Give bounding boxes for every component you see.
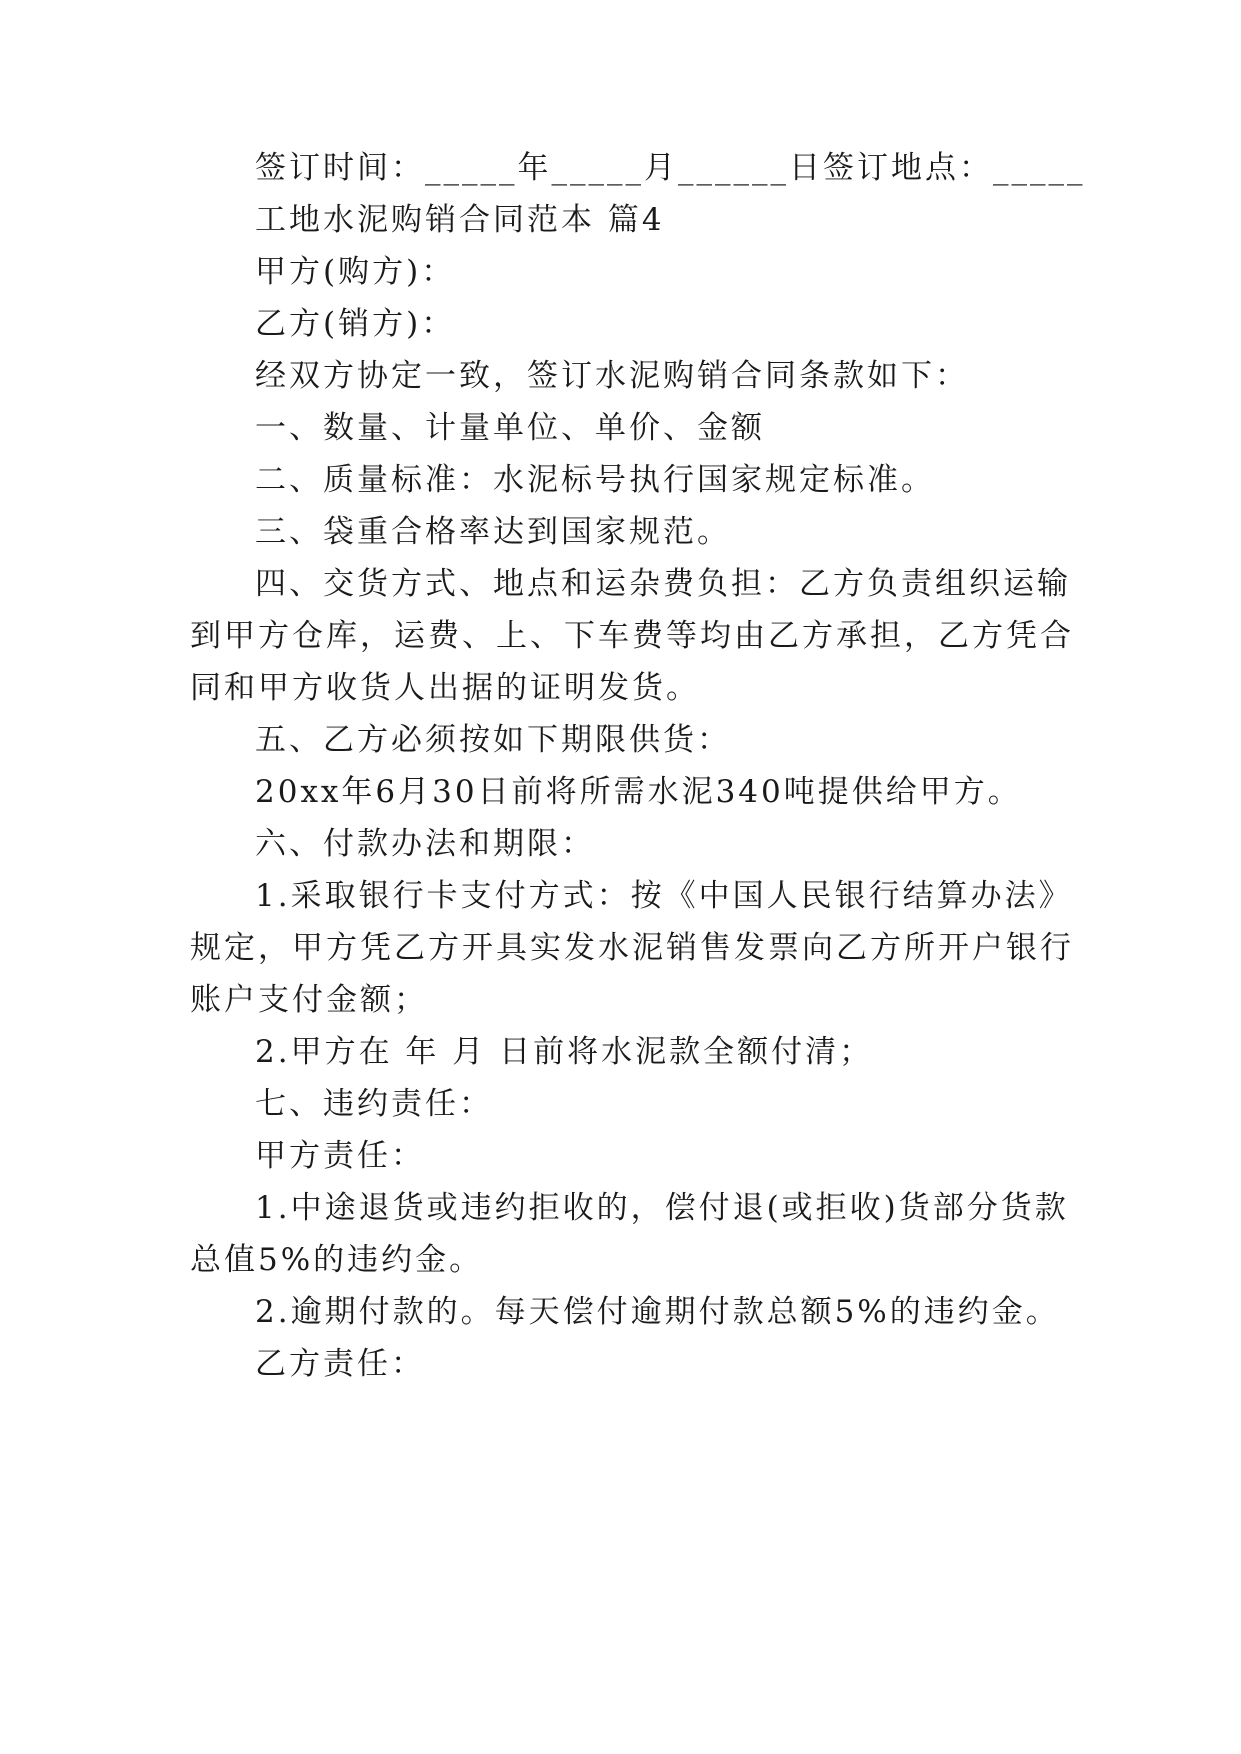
clause-1: 一、数量、计量单位、单价、金额	[255, 410, 765, 446]
clause-6-item-2: 2.甲方在 年 月 日前将水泥款全额付清；	[255, 1034, 874, 1070]
clause-5-detail: 20xx年6月30日前将所需水泥340吨提供给甲方。	[255, 774, 1022, 810]
party-b-liability-heading: 乙方责任：	[255, 1346, 425, 1382]
clause-6: 六、付款办法和期限：	[255, 826, 595, 862]
clause-5: 五、乙方必须按如下期限供货：	[255, 722, 731, 758]
signing-info-line: 签订时间：_____年_____月______日签订地点：_____	[255, 150, 1086, 186]
clause-3: 三、袋重合格率达到国家规范。	[255, 514, 731, 550]
clause-2: 二、质量标准：水泥标号执行国家规定标准。	[255, 462, 935, 498]
party-a-liability-1-line-1: 1.中途退货或违约拒收的，偿付退(或拒收)货部分货款	[255, 1190, 1069, 1226]
party-a-liability-heading: 甲方责任：	[255, 1138, 425, 1174]
party-a-liability-1-line-2: 总值5%的违约金。	[190, 1242, 484, 1278]
party-a-line: 甲方(购方)：	[255, 254, 456, 290]
clause-6-item-1-line-1: 1.采取银行卡支付方式：按《中国人民银行结算办法》	[255, 878, 1073, 914]
clause-6-item-1-line-2: 规定，甲方凭乙方开具实发水泥销售发票向乙方所开户银行	[190, 930, 1074, 966]
intro-paragraph: 经双方协定一致，签订水泥购销合同条款如下：	[255, 358, 969, 394]
clause-4-line-1: 四、交货方式、地点和运杂费负担：乙方负责组织运输	[255, 566, 1071, 602]
clause-7: 七、违约责任：	[255, 1086, 493, 1122]
party-a-liability-2: 2.逾期付款的。每天偿付逾期付款总额5%的违约金。	[255, 1294, 1060, 1330]
clause-6-item-1-line-3: 账户支付金额；	[190, 982, 428, 1018]
section-title: 工地水泥购销合同范本 篇4	[255, 202, 665, 238]
party-b-line: 乙方(销方)：	[255, 306, 456, 342]
clause-4-line-2: 到甲方仓库，运费、上、下车费等均由乙方承担，乙方凭合	[190, 618, 1074, 654]
clause-4-line-3: 同和甲方收货人出据的证明发货。	[190, 670, 700, 706]
